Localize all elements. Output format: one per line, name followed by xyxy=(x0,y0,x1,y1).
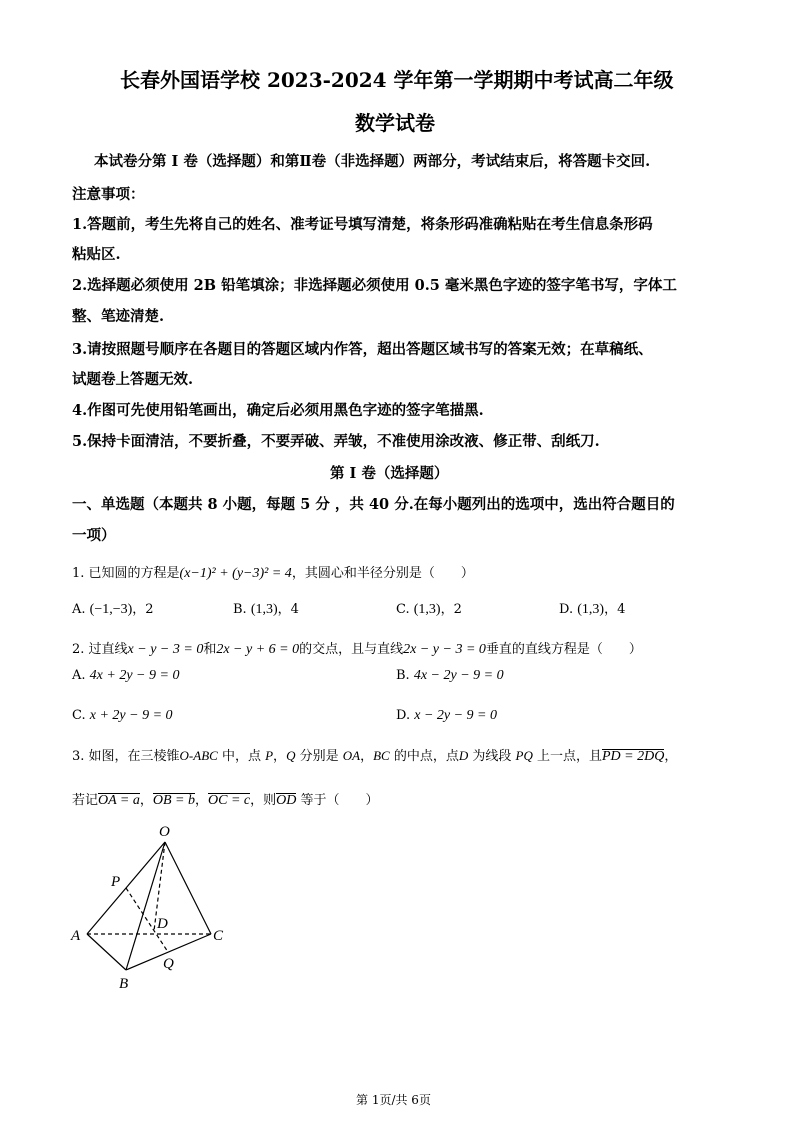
exam-title: 长春外国语学校 2023-2024 学年第一学期期中考试高二年级 xyxy=(120,68,674,92)
option-math: (1,3) xyxy=(250,602,278,617)
q3-stem: 的中点，点 xyxy=(389,749,459,764)
option-math: (−1,−3) xyxy=(89,602,133,617)
option-math: (1,3) xyxy=(413,602,441,617)
q3-stem: ， xyxy=(360,749,374,764)
q2-line-2: 2x − y + 6 = 0 xyxy=(216,642,300,657)
option-radius: ，4 xyxy=(604,602,626,617)
option-label: B. xyxy=(233,602,247,617)
q1-option-d xyxy=(559,598,625,618)
q1-formula: (x−1)² + (y−3)² = 4 xyxy=(179,566,292,581)
volume-heading: 第 I 卷（选择题） xyxy=(330,465,449,482)
q3-term: PQ xyxy=(515,748,533,763)
q3-term: O-ABC xyxy=(179,748,218,763)
note-3a: 3.请按照题号顺序在各题目的答题区域内作答，超出答题区域书写的答案无效；在草稿纸、 xyxy=(72,341,653,358)
q2-stem: 2. 过直线 xyxy=(72,642,128,657)
q1-option-b xyxy=(233,598,299,618)
part-heading-b: 一项） xyxy=(72,527,116,544)
label-a: A xyxy=(71,928,81,944)
note-2b: 整、笔迹清楚. xyxy=(72,308,165,325)
option-radius: ，2 xyxy=(440,602,462,617)
q3-stem: ，则 xyxy=(250,793,277,808)
question-1 xyxy=(72,562,474,582)
edge-ab xyxy=(87,934,126,970)
question-3 xyxy=(72,745,677,765)
q3-term: P xyxy=(265,748,274,763)
q1-stem-end: ，其圆心和半径分别是（ ） xyxy=(291,566,474,581)
q2-option-b xyxy=(396,668,504,684)
note-3b: 试题卷上答题无效. xyxy=(72,371,194,388)
q3-stem: 分别是 xyxy=(295,749,343,764)
q3-stem: 若记 xyxy=(72,793,99,808)
label-p: P xyxy=(111,874,121,890)
q3-stem: 中，点 xyxy=(217,749,266,764)
q1-option-c xyxy=(396,598,462,618)
q3-stem: ， xyxy=(273,749,287,764)
q3-stem: ， xyxy=(195,793,209,808)
q3-term: D xyxy=(458,748,469,763)
vector-oc: OC = c xyxy=(208,793,251,808)
q3-vector-equation: PD = 2DQ xyxy=(601,749,665,764)
q3-term: Q xyxy=(286,748,296,763)
vector-od: OD xyxy=(276,793,297,808)
option-math: 4x − 2y − 9 = 0 xyxy=(413,668,504,683)
option-label: C. xyxy=(396,602,410,617)
q2-stem-mid: 的交点，且与直线 xyxy=(299,642,404,657)
note-2a: 2.选择题必须使用 2B 铅笔填涂；非选择题必须使用 0.5 毫米黑色字迹的签字笔书写，字体工 xyxy=(72,277,677,294)
option-math: (1,3) xyxy=(577,602,605,617)
vector-ob: OB = b xyxy=(152,793,195,808)
note-1b: 粘贴区. xyxy=(72,246,121,263)
option-math: x − 2y − 9 = 0 xyxy=(414,708,498,723)
option-radius: ，4 xyxy=(277,602,299,617)
q2-option-d xyxy=(396,708,497,724)
question-3-line-2 xyxy=(72,789,379,809)
edge-ob xyxy=(126,842,165,970)
option-math: 4x + 2y − 9 = 0 xyxy=(89,668,180,683)
q2-line-3: 2x − y − 3 = 0 xyxy=(403,642,486,657)
intro-line: 本试卷分第 I 卷（选择题）和第Ⅱ卷（非选择题）两部分，考试结束后，将答题卡交回. xyxy=(94,153,651,170)
q3-stem: 为线段 xyxy=(468,749,516,764)
option-label: A. xyxy=(72,602,86,617)
q3-stem: ， xyxy=(664,749,678,764)
question-2 xyxy=(72,638,642,658)
q2-stem-end: 垂直的直线方程是（ ） xyxy=(485,642,642,657)
option-label: A. xyxy=(72,668,86,683)
q1-stem: 1. 已知圆的方程是 xyxy=(72,566,180,581)
label-d: D xyxy=(157,916,168,932)
q2-option-a xyxy=(72,668,179,684)
pyramid-figure xyxy=(65,820,235,995)
q3-stem: ， xyxy=(139,793,153,808)
notes-heading: 注意事项： xyxy=(72,186,145,203)
exam-subtitle: 数学试卷 xyxy=(355,111,435,135)
q3-stem: 3. 如图，在三棱锥 xyxy=(72,749,180,764)
q3-term: OA xyxy=(342,748,361,763)
part-heading-a: 一、单选题（本题共 8 小题，每题 5 分 ，共 40 分.在每小题列出的选项中，选出符合题目的 xyxy=(72,496,675,513)
label-q: Q xyxy=(163,956,174,972)
vector-oa: OA = a xyxy=(98,793,140,808)
q3-term: BC xyxy=(373,748,390,763)
label-b: B xyxy=(119,976,129,992)
option-label: D. xyxy=(559,602,574,617)
option-math: x + 2y − 9 = 0 xyxy=(89,708,173,723)
note-1a: 1.答题前，考生先将自己的姓名、准考证号填写清楚，将条形码准确粘贴在考生信息条形码 xyxy=(72,216,653,233)
q3-stem: 等于（ ） xyxy=(296,793,379,808)
note-4: 4.作图可先使用铅笔画出，确定后必须用黑色字迹的签字笔描黑. xyxy=(72,402,484,419)
note-5: 5.保持卡面清洁，不要折叠，不要弄破、弄皱，不准使用涂改液、修正带、刮纸刀. xyxy=(72,433,600,450)
q1-option-a xyxy=(72,598,154,618)
edge-oc xyxy=(165,842,211,934)
option-label: B. xyxy=(396,668,410,683)
option-radius: ，2 xyxy=(132,602,154,617)
page-number: 第 1页/共 6页 xyxy=(356,1093,431,1107)
q2-line-1: x − y − 3 = 0 xyxy=(127,642,204,657)
label-c: C xyxy=(213,928,224,944)
option-label: C. xyxy=(72,708,86,723)
q2-option-c xyxy=(72,708,173,724)
q3-stem: 上一点，且 xyxy=(532,749,602,764)
option-label: D. xyxy=(396,708,411,723)
label-o: O xyxy=(159,824,170,840)
q2-stem-mid: 和 xyxy=(203,642,217,657)
